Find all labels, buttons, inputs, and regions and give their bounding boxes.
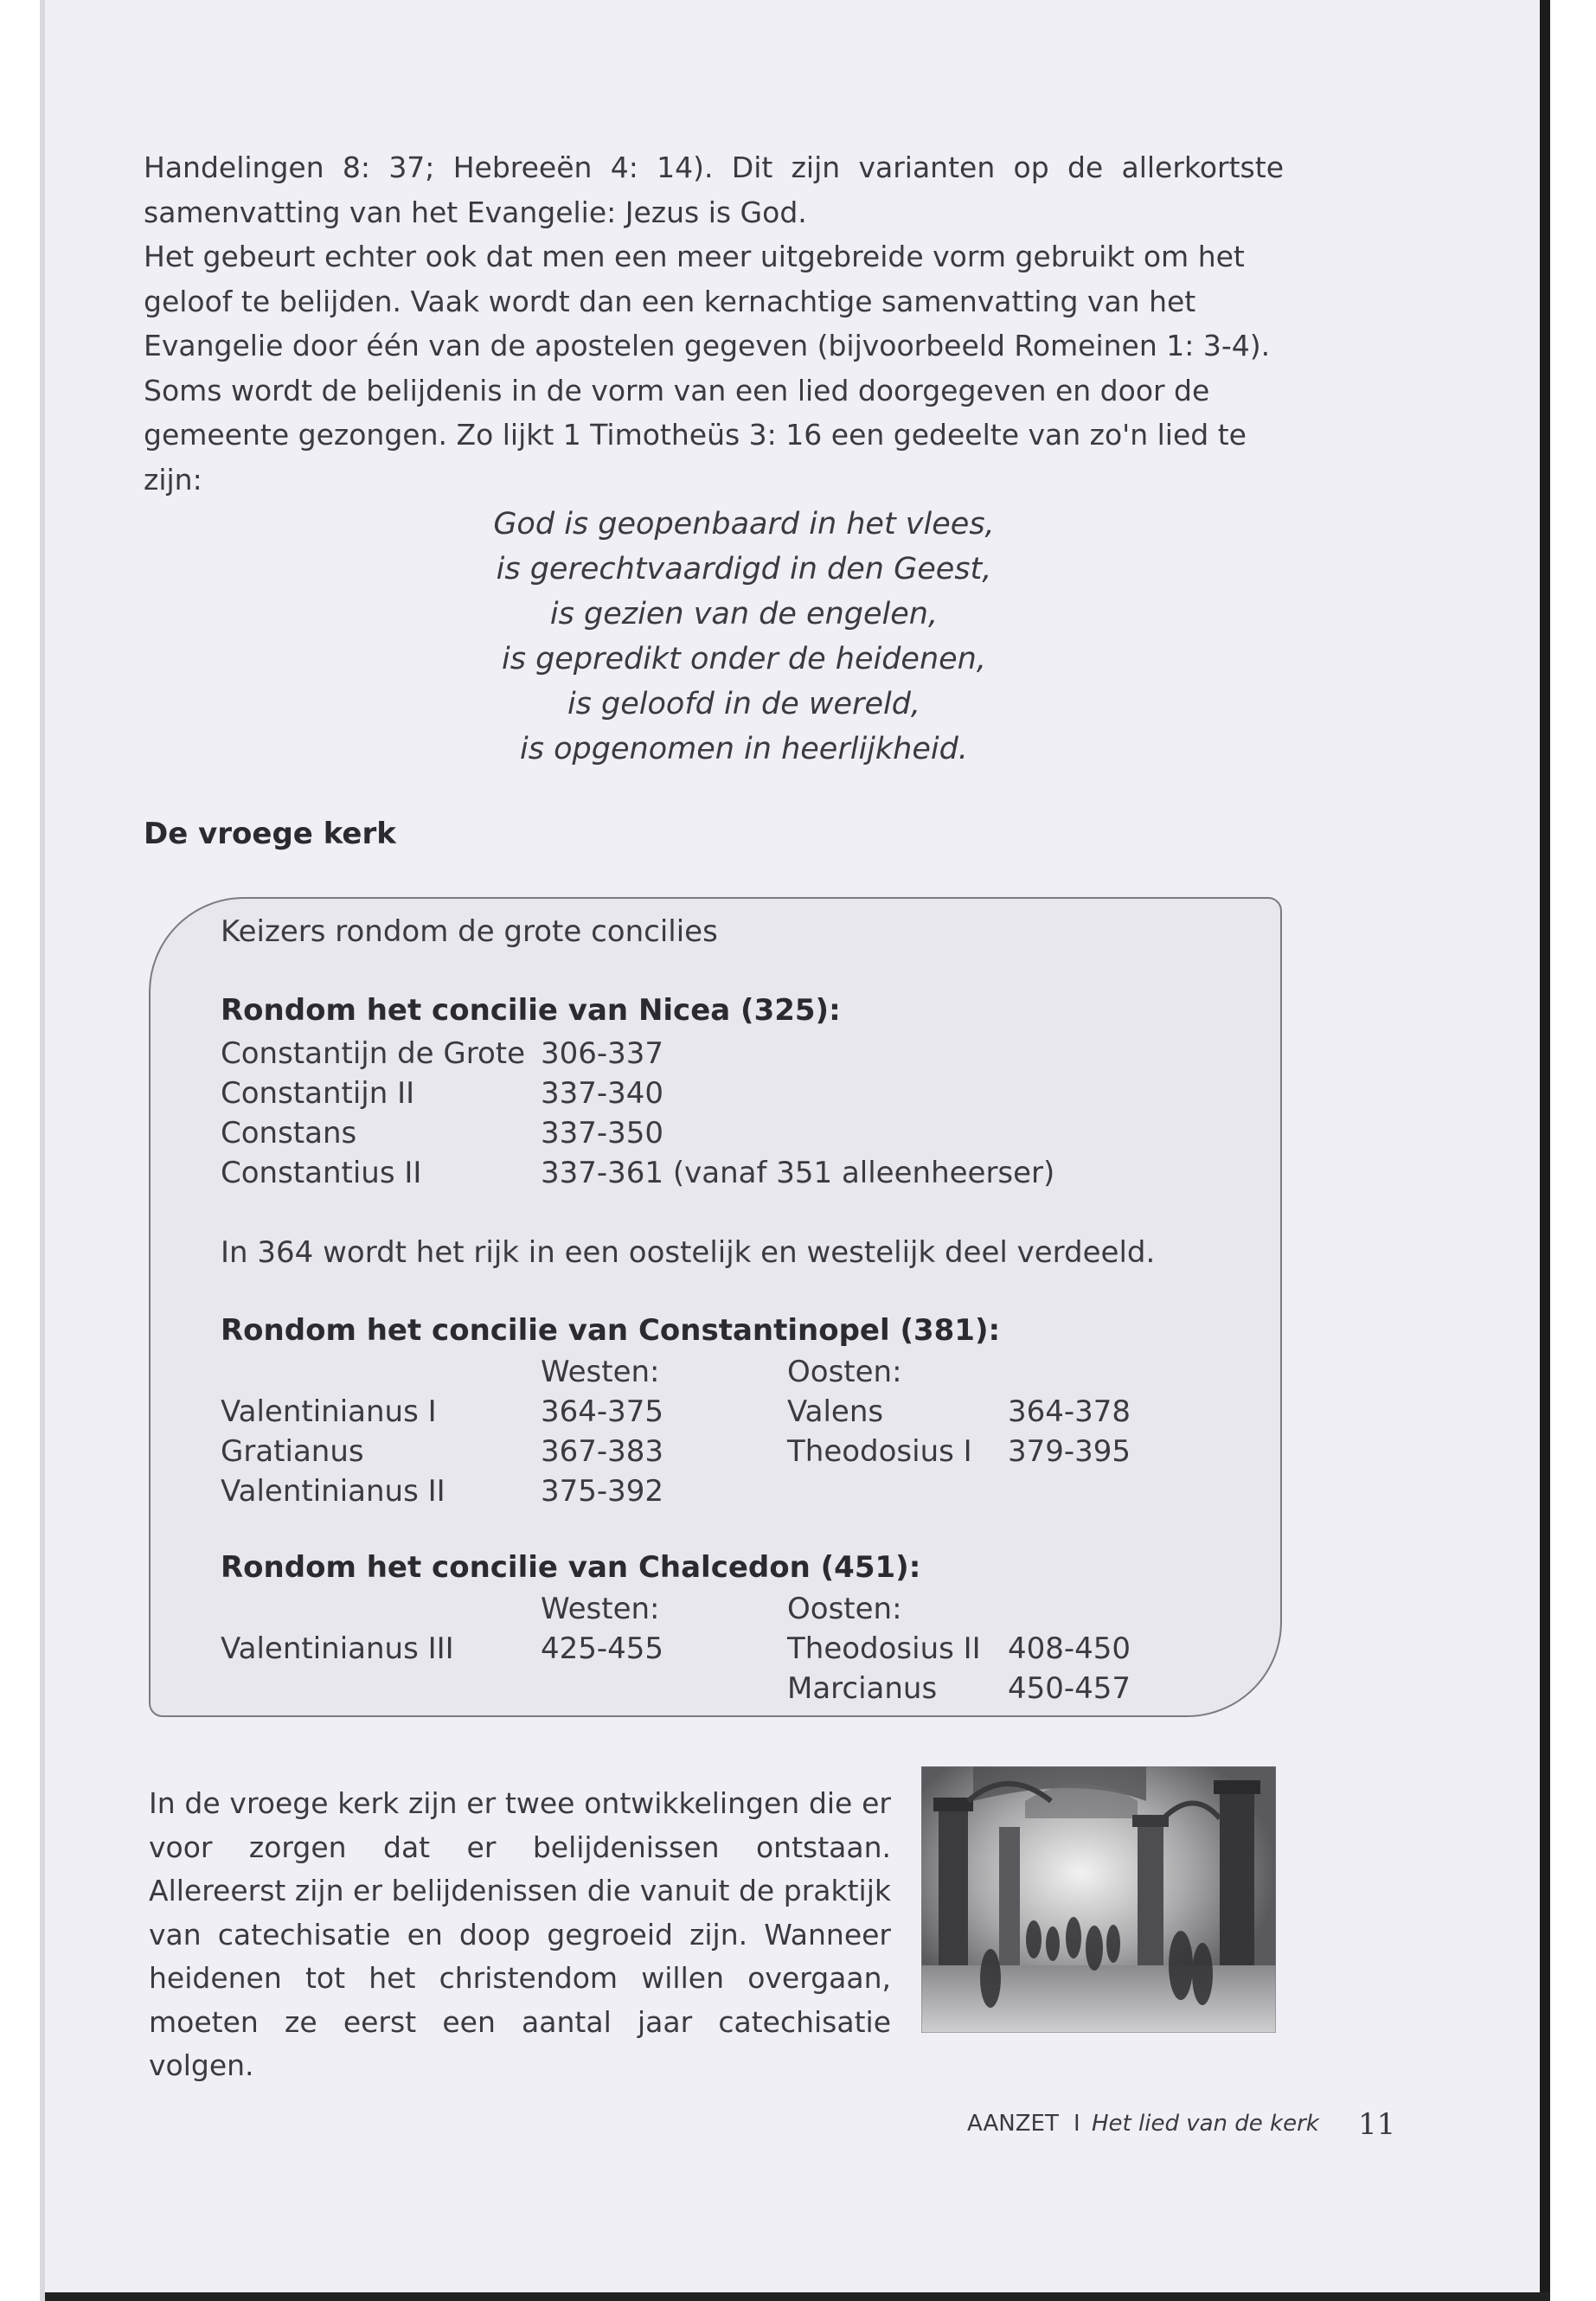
east-label: Oosten: [787, 1355, 902, 1389]
west-label: Westen: [541, 1592, 660, 1626]
poem-1-timotheus [415, 502, 1073, 772]
nicea-years: 337-350 [541, 1116, 664, 1150]
constantinopel-heading: Rondom het concilie van Constantinopel (381): [221, 1313, 1001, 1348]
west-emperor-years: 425-455 [541, 1631, 664, 1666]
bottom-paragraph-text: In de vroege kerk zijn er twee ontwikkelingen die er voor zorgen dat er belijdenissen ontstaan. Allereerst zijn er belijdenissen die vanuit de praktijk van catechisatie en doop gegroeid zijn. Wanneer heidenen tot het christendom willen overgaan, moeten ze eerst een aantal jaar catechisatie volgen. [149, 1786, 891, 2082]
east-emperor-years: 364-378 [1008, 1394, 1131, 1429]
church-interior-illustration [921, 1766, 1276, 2033]
nicea-name: Constantius II [221, 1156, 422, 1190]
page-number: 11 [1358, 2107, 1396, 2142]
intro-paragraph-2: Het gebeurt echter ook dat men een meer uitgebreide vorm gebruikt om het geloof te belijden. Vaak wordt dan een kernachtige samenvatting van het Evangelie door één van de apostelen gegeven (bijvoorbeeld Romeinen 1: 3-4). Soms wordt de belijdenis in de vorm van een lied doorgegeven en door de gemeente gezongen. Zo lijkt 1 Timotheüs 3: 16 een gedeelte van zo'n lied te zijn: [144, 240, 1271, 497]
east-emperor-years: 379-395 [1008, 1434, 1131, 1469]
nicea-name: Constans [221, 1116, 357, 1150]
west-emperor-name: Valentinianus I [221, 1394, 437, 1429]
nicea-years: 337-361 (vanaf 351 alleenheerser) [541, 1156, 1055, 1190]
west-emperor-name: Valentinianus II [221, 1474, 445, 1509]
intro-text [144, 145, 1284, 502]
poem-line: God is geopenbaard in het vlees, [493, 507, 995, 542]
intro-paragraph-1: Handelingen 8: 37; Hebreeën 4: 14). Dit zijn varianten op de allerkortste samenvatting van het Evangelie: Jezus is God. [144, 151, 1284, 229]
footer-series: AANZET [967, 2111, 1059, 2137]
west-emperor-years: 367-383 [541, 1434, 664, 1469]
page-edge-right [1540, 0, 1550, 2301]
footer-title: Het lied van de kerk [1092, 2111, 1319, 2137]
east-emperor-name: Valens [787, 1394, 884, 1429]
footer-separator: I [1074, 2111, 1080, 2137]
west-emperor-years: 364-375 [541, 1394, 664, 1429]
nicea-heading: Rondom het concilie van Nicea (325): [221, 993, 841, 1028]
east-emperor-name: Theodosius II [787, 1631, 981, 1666]
nicea-name: Constantijn II [221, 1076, 415, 1111]
poem-line: is opgenomen in heerlijkheid. [520, 732, 968, 766]
emperors-box-title: Keizers rondom de grote concilies [221, 914, 718, 949]
west-emperor-name: Gratianus [221, 1434, 364, 1469]
poem-line: is gezien van de engelen, [549, 597, 939, 631]
nicea-years: 306-337 [541, 1036, 664, 1071]
east-emperor-years: 450-457 [1008, 1671, 1131, 1706]
division-note: In 364 wordt het rijk in een oostelijk en westelijk deel verdeeld. [221, 1235, 1156, 1270]
church-interior-drawing [921, 1766, 1276, 2033]
bottom-paragraph [149, 1782, 891, 2088]
poem-line: is gerechtvaardigd in den Geest, [496, 552, 992, 586]
east-label: Oosten: [787, 1592, 902, 1626]
west-label: Westen: [541, 1355, 660, 1389]
poem-line: is geloofd in de wereld, [567, 687, 921, 721]
east-emperor-years: 408-450 [1008, 1631, 1131, 1666]
page-edge-bottom [45, 2292, 1550, 2301]
nicea-name: Constantijn de Grote [221, 1036, 526, 1071]
section-heading-vroege-kerk: De vroege kerk [144, 817, 396, 851]
poem-line: is gepredikt onder de heidenen, [502, 642, 986, 676]
chalcedon-heading: Rondom het concilie van Chalcedon (451): [221, 1550, 921, 1585]
west-emperor-name: Valentinianus III [221, 1631, 454, 1666]
nicea-years: 337-340 [541, 1076, 664, 1111]
west-emperor-years: 375-392 [541, 1474, 664, 1509]
east-emperor-name: Theodosius I [787, 1434, 972, 1469]
east-emperor-name: Marcianus [787, 1671, 938, 1706]
